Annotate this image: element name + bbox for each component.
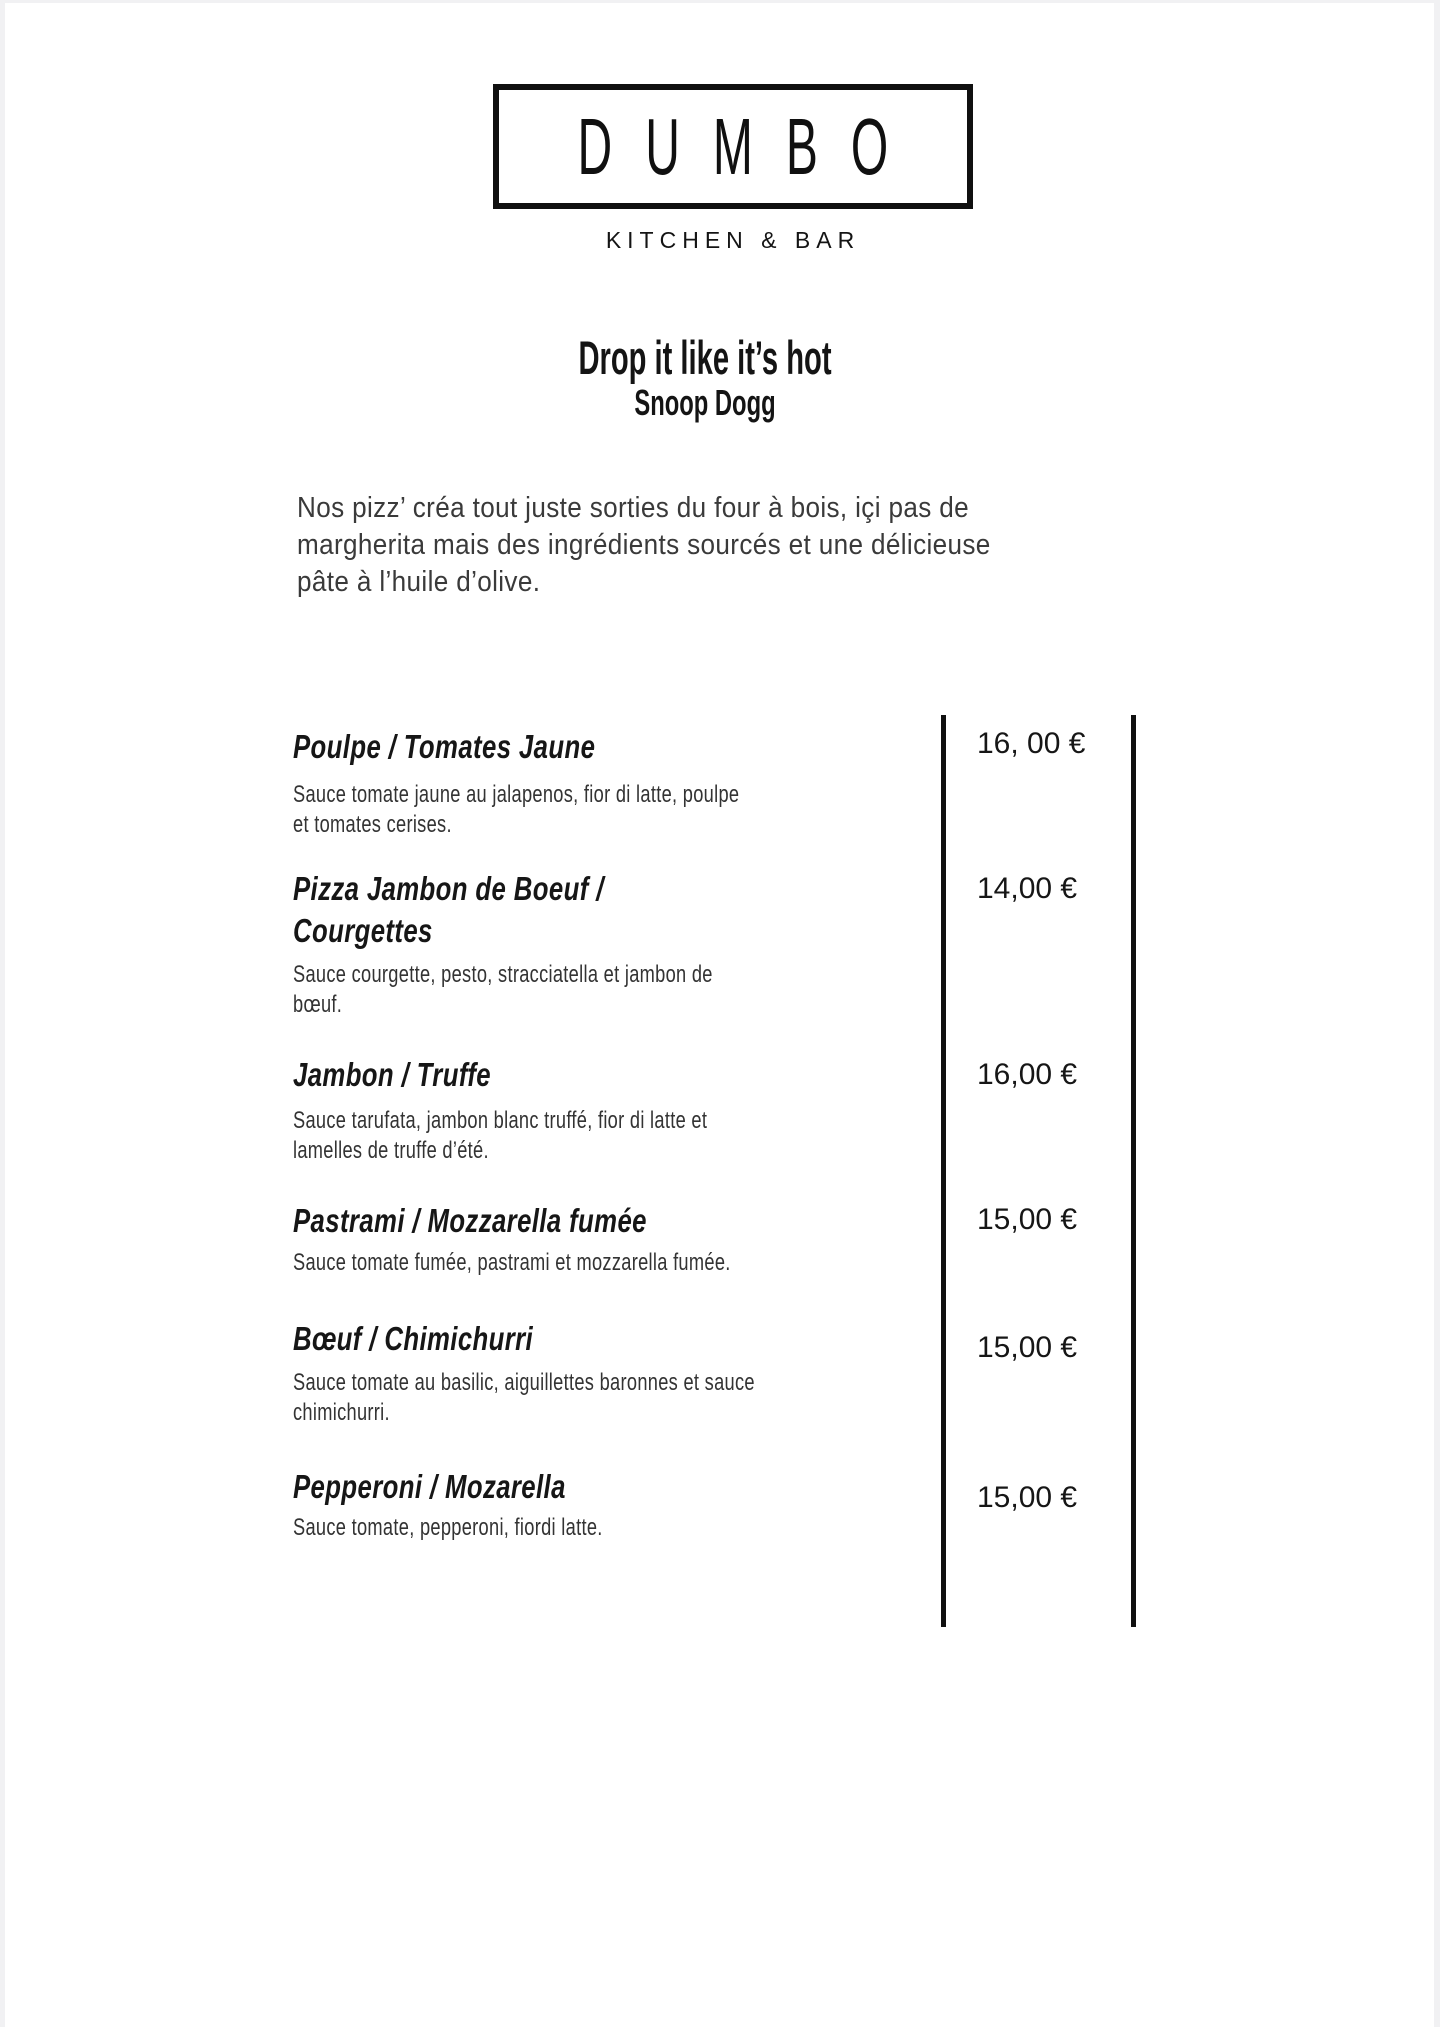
menu-item-description-line: et tomates cerises. xyxy=(293,811,452,838)
brand-logo: DUMBO xyxy=(577,101,922,191)
menu-item-description-line: bœuf. xyxy=(293,991,343,1018)
quote-block xyxy=(350,333,1060,423)
logo-box xyxy=(493,84,973,209)
menu-item-name-line: Courgettes xyxy=(293,912,433,949)
menu-item-name-line: Pastrami / Mozzarella fumée xyxy=(293,1202,647,1239)
menu-item-name-line: Pepperoni / Mozarella xyxy=(293,1468,566,1505)
menu-item-description xyxy=(293,1106,707,1166)
menu-item-description-line: chimichurri. xyxy=(293,1399,390,1426)
menu-item-name-line: Pizza Jambon de Boeuf / xyxy=(293,870,604,907)
menu-item-description xyxy=(293,780,739,840)
menu-item-description-line: Sauce tomate fumée, pastrami et mozzarella fumée. xyxy=(293,1249,731,1276)
menu-item-price: 15,00 € xyxy=(977,1203,1078,1236)
price-divider-right xyxy=(1131,715,1136,1627)
menu-item-price: 15,00 € xyxy=(977,1331,1078,1364)
intro-line: margherita mais des ingrédients sourcés et une délicieuse xyxy=(297,529,991,561)
menu-item-price: 16,00 € xyxy=(977,1058,1078,1091)
quote-text: Drop it like it’s hot xyxy=(578,331,832,384)
menu-item-price: 16, 00 € xyxy=(977,727,1086,760)
menu-item-description-line: lamelles de truffe d’été. xyxy=(293,1137,489,1164)
menu-item-name xyxy=(293,868,604,952)
menu-item-description-line: Sauce courgette, pesto, stracciatella et jambon de xyxy=(293,961,713,988)
brand-tagline: KITCHEN & BAR xyxy=(605,227,861,253)
menu-item-name-line: Poulpe / Tomates Jaune xyxy=(293,728,596,765)
intro-line: Nos pizz’ créa tout juste sorties du four à bois, içi pas de xyxy=(297,492,970,524)
menu-item-price: 14,00 € xyxy=(977,872,1078,905)
menu-item-name xyxy=(293,1200,647,1242)
menu-item-name xyxy=(293,726,595,768)
menu-item-description xyxy=(293,1248,731,1278)
price-divider-left xyxy=(941,715,946,1627)
menu-item-name xyxy=(293,1466,566,1508)
menu-item-name-line: Jambon / Truffe xyxy=(293,1056,491,1093)
menu-item-description-line: Sauce tarufata, jambon blanc truffé, fior di latte et xyxy=(293,1107,708,1134)
menu-item-description xyxy=(293,1368,755,1428)
menu-item-name-line: Bœuf / Chimichurri xyxy=(293,1320,534,1357)
menu-item-description xyxy=(293,960,713,1020)
intro-paragraph xyxy=(297,490,991,601)
quote-attribution: Snoop Dogg xyxy=(634,382,776,423)
menu-item-description-line: Sauce tomate au basilic, aiguillettes baronnes et sauce xyxy=(293,1369,755,1396)
menu-item-description-line: Sauce tomate, pepperoni, fiordi latte. xyxy=(293,1514,603,1541)
intro-line: pâte à l’huile d’olive. xyxy=(297,566,541,598)
menu-page xyxy=(5,3,1434,2027)
menu-item-name xyxy=(293,1054,491,1096)
menu-item-name xyxy=(293,1318,533,1360)
menu-item-description xyxy=(293,1513,603,1543)
menu-item-description-line: Sauce tomate jaune au jalapenos, fior di latte, poulpe xyxy=(293,781,740,808)
menu-item-price: 15,00 € xyxy=(977,1481,1078,1514)
